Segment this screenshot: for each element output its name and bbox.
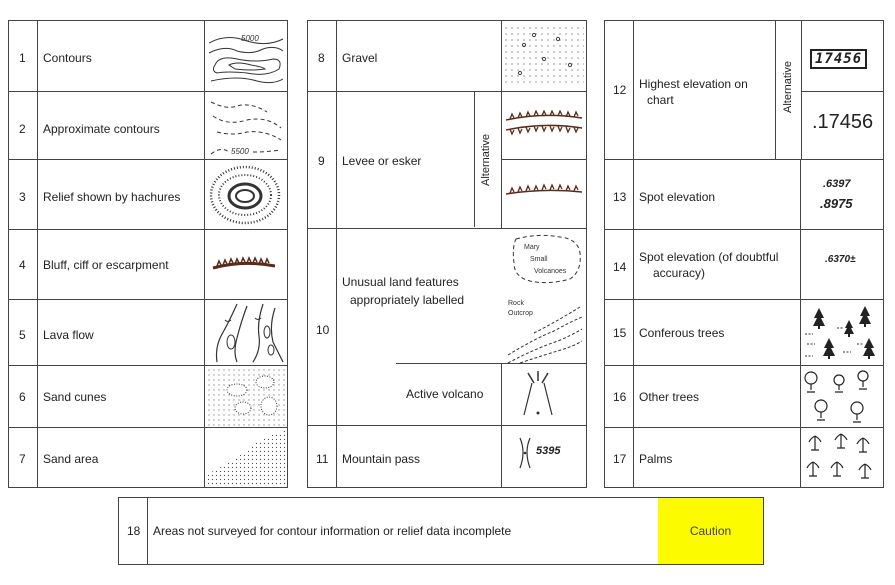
coniferous-trees-icon (803, 304, 883, 364)
legend-row-escarpment (9, 229, 287, 299)
alternative-label: Alternative (480, 134, 492, 186)
svg-text:5395: 5395 (536, 445, 561, 457)
sand-dunes-icon (207, 368, 287, 426)
legend-row-gravel (308, 21, 586, 91)
row-number: 9 (318, 154, 325, 168)
divider (147, 498, 148, 564)
row-label: Conferous trees (639, 326, 725, 340)
row-number: 8 (318, 51, 325, 65)
legend-row-contours (9, 21, 287, 91)
row-number: 18 (127, 524, 141, 538)
lava-flow-icon (207, 302, 287, 364)
gravel-icon (504, 25, 584, 87)
levee-alternative-icon (504, 182, 584, 198)
row-number: 1 (19, 51, 26, 65)
row-label: Levee or esker (342, 154, 422, 168)
active-volcano-label: Active volcano (406, 387, 484, 401)
svg-text:Small: Small (530, 256, 548, 263)
spot-value-2: .8975 (820, 196, 853, 211)
caution-box (658, 498, 763, 564)
legend-panel-left (8, 20, 288, 488)
legend-row-mountain-pass (308, 425, 586, 487)
row-label-line1: Highest elevation on (639, 77, 748, 91)
doubtful-value: .6370± (825, 254, 856, 265)
row-label: Bluff, ciff or escarpment (43, 258, 169, 272)
volcanoes-icon (508, 233, 584, 287)
row-label: Mountain pass (342, 452, 421, 466)
other-trees-icon (801, 368, 881, 426)
row-label-line2: accuracy) (653, 266, 706, 280)
escarpment-icon (209, 256, 279, 276)
row-number: 6 (19, 390, 26, 404)
row-label: Spot elevation (639, 190, 716, 204)
alternative-label: Alternative (782, 61, 794, 113)
row-label: Lava flow (43, 328, 94, 342)
row-number: 15 (613, 326, 627, 340)
elevation-value: .17456 (812, 111, 874, 133)
legend-row-hachures (9, 159, 287, 229)
row-label-line2: appropriately labelled (350, 293, 465, 307)
legend-row-highest-elevation (605, 21, 883, 159)
spot-value-1: .6397 (823, 178, 851, 190)
row-label: Other trees (639, 390, 700, 404)
row-label-line1: Unusual land features (342, 275, 459, 289)
mountain-pass-icon (514, 434, 584, 474)
legend-row-doubtful-elevation (605, 229, 883, 299)
approx-contours-icon (207, 96, 285, 158)
svg-text:5000: 5000 (241, 34, 259, 43)
row-number: 3 (19, 190, 26, 204)
divider (396, 363, 501, 364)
row-number: 7 (19, 452, 26, 466)
legend-row-coniferous-trees (605, 299, 883, 365)
legend-row-levee (308, 91, 586, 228)
legend-row-approximate-contours (9, 91, 287, 159)
row-number: 13 (613, 190, 627, 204)
legend-row-sand-area (9, 427, 287, 487)
legend-row-other-trees (605, 365, 883, 427)
row-number: 16 (613, 390, 627, 404)
svg-text:Outcrop: Outcrop (508, 310, 533, 317)
row-label: Gravel (342, 51, 378, 65)
contours-icon (207, 25, 285, 87)
levee-icon (504, 110, 584, 140)
legend-row-lava-flow (9, 299, 287, 365)
row-number: 10 (316, 323, 330, 337)
row-label: Sand area (43, 452, 99, 466)
row-number: 4 (19, 258, 26, 272)
row-label-line2: chart (647, 93, 674, 107)
legend-row-sand-dunes (9, 365, 287, 427)
row-label: Relief shown by hachures (43, 190, 181, 204)
row-number: 11 (316, 452, 329, 466)
caution-label: Caution (689, 524, 732, 538)
divider (501, 363, 586, 364)
boxed-elevation-value: 17456 (810, 49, 867, 69)
row-number: 12 (613, 83, 627, 97)
row-label: Sand cunes (43, 390, 107, 404)
legend-panel-middle (307, 20, 587, 488)
sand-area-icon (207, 430, 287, 486)
row-number: 5 (19, 328, 26, 342)
legend-row-spot-elevation (605, 159, 883, 229)
legend-panel-right (604, 20, 884, 488)
svg-text:Rock: Rock (508, 300, 524, 307)
row-label: Palms (639, 452, 673, 466)
legend-row-caution (118, 497, 764, 565)
row-number: 2 (19, 122, 26, 136)
palms-icon (805, 432, 881, 486)
row-label: Areas not surveyed for contour information or relief data incomplete (153, 524, 512, 538)
legend-row-palms (605, 427, 883, 487)
hachures-icon (207, 163, 285, 227)
row-number: 14 (613, 260, 627, 274)
svg-text:Volcanoes: Volcanoes (534, 268, 567, 275)
row-label: Approximate contours (43, 122, 160, 136)
rock-outcrop-icon (504, 293, 584, 365)
svg-text:5500: 5500 (231, 147, 249, 156)
active-volcano-icon (518, 371, 558, 419)
row-label: Contours (43, 51, 92, 65)
row-number: 17 (613, 452, 627, 466)
row-label-line1: Spot elevation (of doubtful (639, 250, 779, 264)
svg-text:Mary: Mary (524, 244, 540, 251)
